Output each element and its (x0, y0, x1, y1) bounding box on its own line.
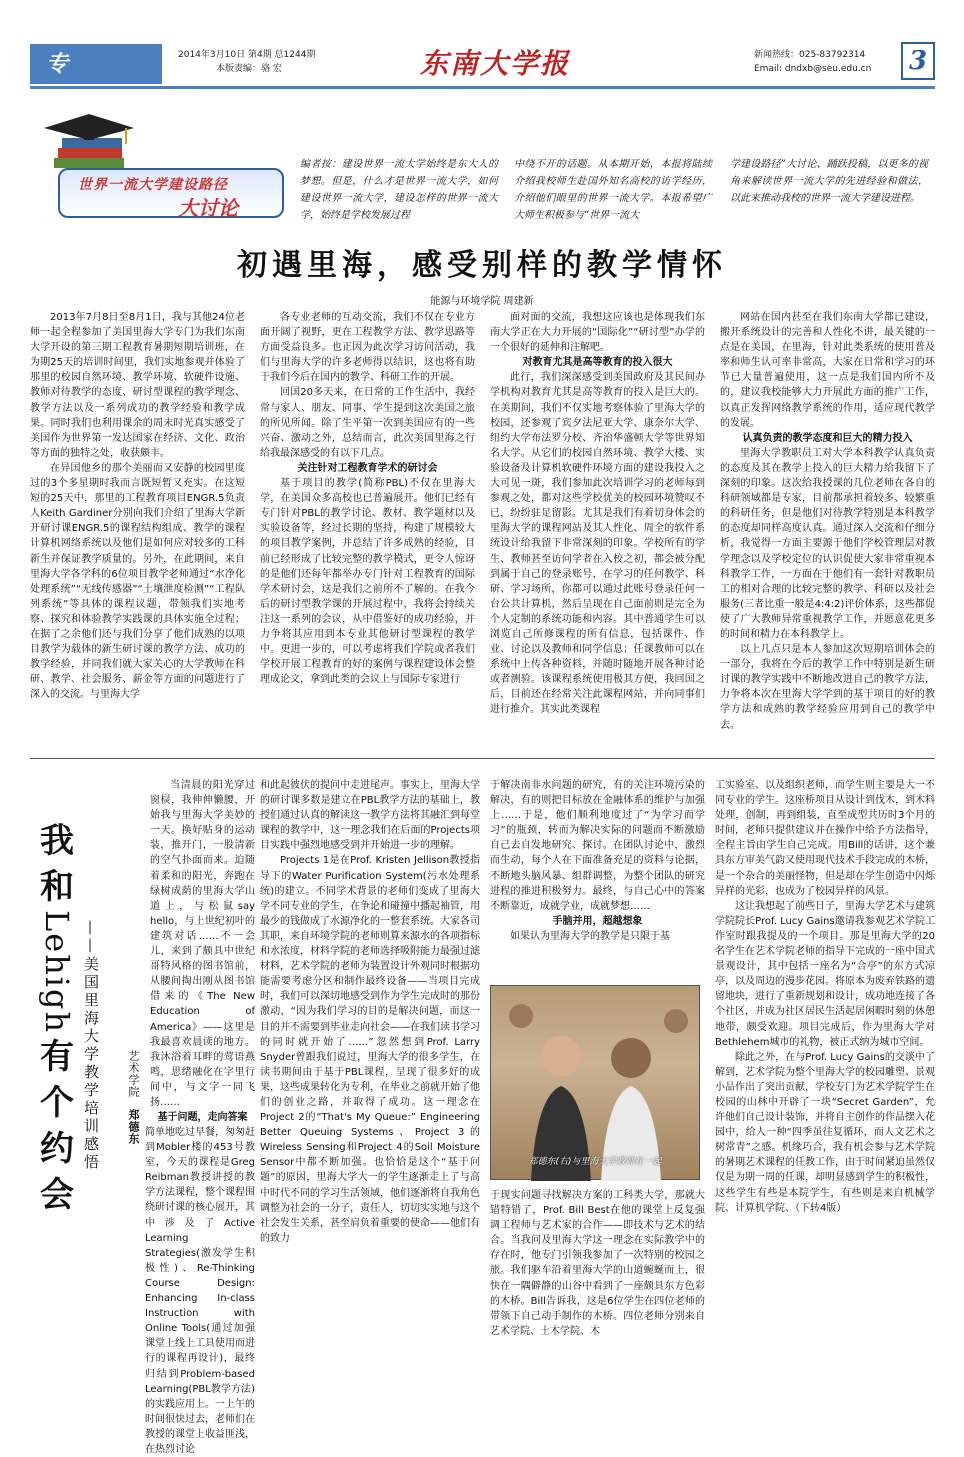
subheading: 基于问题，走向答案 (157, 1112, 248, 1124)
article2-col3a (490, 778, 705, 983)
article2-col4 (715, 778, 935, 1388)
issue-line: 2014年3月10日 第4期 总1244期 (178, 50, 316, 60)
article2-col1b (30, 1125, 255, 1455)
paragraph: 在异国他乡的那个美丽而又安静的校园里度过的3个多星期时我而言既短暂又充实。在这短短的25天中，那里的工程教育项目ENGR.5负责人Keith Gardiner分别向我们介绍了里海大学新开研讨课ENGR.5的课程结构组成、教学的课程计算机网络系统以及他们是如何应对较多的工科新生并保证教学质量的。另外，在此期间，来自里海大学各学科的6位项目教学老师通过“水净化处理系统”“无线传感器”“土壤泄度检测”“工程队列系统”等具体的课程议题，带领我们实地考察、探究和体验教学实践课的具体实施全过程；在据了之余他们还与我们分享了他们成熟的以项目教学为载体的新生研讨课的教学方法、成功的教学经验，并同我们就大家关心的大学教师在科研、教学、社会服务、薪金等方面的问题进行了深入的交流。与里海大学 (30, 462, 245, 701)
editor-note (300, 156, 935, 228)
paragraph: 工实验室、以及组织老师，而学生则主要是大一不同专业的学生。这座桥项目从设计到伐木，到木料处理，创制，再到组装，直至成型共历时3个月的时间，老师只提供建议并在操作中给予方法指导，全程主旨由学生自己完成。用Bill的话讲，这个兼具东方审美气韵又使用现代技术手段完成的木桥，是一个杂合的美丽怪物，但是却在学生创造中闪烁异样的光彩，也成为了校园异样的风景。 (715, 780, 935, 897)
article2-col2 (260, 778, 480, 1388)
paragraph: 和此起彼伏的提问中走进尾声。事实上，里海大学的研讨课多数是建立在PBL教学方法的基础上，教授们通过认真的解读这一教学方法将其融汇到每堂课程的教学中，这一理念我们在后面的Projects项目实践中强烈地感受到并开始进一步的理解。 (260, 780, 480, 852)
article1-byline: 能源与环境学院 周建新 (430, 296, 534, 307)
page-header (30, 42, 935, 117)
section-divider (30, 758, 935, 759)
paragraph: 基于项目的教学(简称PBL)不仅在里海大学，在美国众多高校也已普遍展开。他们已经有专门针对PBL的教学讨论、教材、教学题材以及实验设备等，经过长期的坚持，构建了规模较大的项目教学案例，并总结了许多成熟的经验，目前已经形成了比较完整的教学模式，更令人惊讶的是他们还每年都举办专门针对工程教育的国际学术研讨会，这是我们之前所不了解的。在我今后的研讨型教学课的开展过程中，我将会持续关注这一系列的会议，从中借鉴好的成功经验，并力争将其应用到本专业其他研讨型课程的教学中。更进一步的，可以考虑将我们学院或者我们学校开展工程教育的好的案例与课程建设体会整理成论文，拿到此类的会议上与国际专家进行 (260, 478, 475, 686)
contact-info (754, 48, 871, 76)
section-tag: 专 题 (30, 44, 162, 84)
article1-col1 (30, 310, 245, 702)
issue-info (178, 48, 315, 76)
editor-note-col1: 编者按：建设世界一流大学始终是东大人的梦想。但是，什么才是世界一流大学，如何建设世界一流大学，建设怎样的世界一流大学，始终是学校发展过程 (300, 159, 498, 221)
hotline: 新闻热线：025-83792314 (754, 50, 866, 60)
title-part-a: 我和 (40, 821, 74, 907)
page-number: 3 (901, 42, 935, 80)
title-latin: Lehigh (38, 910, 76, 1035)
paragraph: 简单地吃过早餐，匆匆赶到Mobler楼的453号教室，今天的课程是Greg Reibman教授讲授的教学方法课程，整个课程围绕研讨课的核心展开，其中涉及了Active Learning Strategies(激发学生积极性)、Re-Thinking Course Design: Enhancing In-class Instruction with Online Tools(通过加强课堂上线上工具使用而进行的课程再设计)，最终归结到Problem-based Learning(PBL教学方法)的实践应用上。一上午的时间很快过去，老师们在教授的课堂上收益匪浅，在热烈讨论 (145, 1127, 255, 1455)
people-photo-icon (491, 986, 701, 1181)
subheading: 认真负责的教学态度和巨大的精力投入 (742, 432, 913, 444)
article1-col2 (260, 310, 475, 687)
paragraph: 于现实问题寻找解决方案的工科类大学，那就大错特错了，Prof. Bill Best在他的课堂上反复强调工程师与艺术家的合作——即技术与艺术的结合。当我问及里海大学这一理念在实际教学中的存在时，他专门引领我参加了一次特别的校园之旅。我们驱车沿着里海大学的山道蜿蜒而上，很快在一隅僻静的山谷中看到了一座颇具东方色彩的木桥。Bill告诉我，这是6位学生在四位老师的带领下自己动手制作的木桥。四位老师分别来自艺术学院、土木学院、木 (490, 1190, 705, 1337)
paragraph: 2013年7月8日至8月1日，我与其他24位老师一起全程参加了美国里海大学专门为我们东南大学开设的第三期工程教育暑期短期培训班，在为期25天的培训时间里，我们实地参观并体验了那里的校园自然环境、教学环境、软硬件设施、教师对待教学的态度、研讨型课程的教学理念、教学方法以及一系列成功的教学经验和教学成果。同时我们也利用课余的周末时光真实感受了美国作为世界第一发达国家在经济、文化、政治等方面的独特之处，收获颇丰。 (30, 312, 245, 459)
paragraph: 网站在国内甚至在我们东南大学都已建设，搬开系统设计的完善和人性化不讲，最关键的一点是在美国，在里海，针对此类系统的使用普及率和师生认可率非常高，大家在日常和学习的环节已大量普遍使用，这一点是我们国内所不及的，建议我校能够大力开展此方面的推广工作，以真正发挥网络教学系统的作用，适应现代教学的发展。 (720, 312, 935, 429)
paragraph: 当清晨的阳光穿过窗棂，我伸伸懒腰，开始我与里海大学美妙的一天。换好贴身的运动装，推开门，一股清新的空气扑面而来。迫随着柔和的阳光，奔跑在绿树成荫的里海大学山道上，与松鼠say hello，与上世纪初叶的建筑对话……不一会儿，来到了颇具中世纪哥特风格的图书馆前，从腰间掏出刚从图书馆借来的《The New Education of America》——这里是我最喜欢晨读的地方。我沐浴着耳畔的莺语燕鸣，思绪融化在字里行间中，与文字一同飞扬…… (150, 780, 255, 1108)
article2-subtitle: ——美国里海大学教学培训感悟 (82, 920, 100, 1172)
paragraph: 以上几点只是本人参加这次短期培训体会的一部分，我将在今后的教学工作中特别是新生研讨课的教学实践中不断地改进自己的教学方法，力争将本次在里海大学学到的基于项目的好的教学方法和成熟的教学经验应用到自己的教学中去。 (720, 644, 935, 731)
paragraph: 如果认为里海大学的教学是只限于基 (510, 930, 670, 942)
author-school: 艺术学院 (127, 1050, 140, 1098)
banner-line2: 大讨论 (178, 196, 238, 220)
article2-col3b (490, 1188, 705, 1388)
email: Email: dndxb@seu.edu.cn (754, 64, 872, 74)
topic-banner (30, 110, 285, 222)
article2-photo (490, 985, 700, 1180)
editor-note-col2: 中绕不开的话题。从本期开始，本报将陆续介绍我校师生赴国外知名高校的访学经历，介绍他们眼里的世界一流大学。本报希望广大师生积极参与“世界一流大 (514, 159, 712, 221)
article1-col3 (490, 310, 705, 718)
paragraph: 里海大学教职员工对大学本科教学认真负责的态度及其在教学上投入的巨大精力给我留下了深刻的印象。这次给我授课的几位老师在各自的科研领域都是专家，目前都承担着较多、较繁重的科研任务，但是他们对待教学特别是本科教学的态度却同样高度认真。通过深入交流和仔细分析，我觉得一方面主要源于他们学校管理层对教学理念以及学校定位的认识促使大家非常重视本科教学工作，一方面在于他们有一套针对教职员工的相对合理的比较完整的教学、科研以及社会服务(三者比重一般是4:4:2)评价体系，这些都促使了广大教师异常重视教学工作，并愿意花更多的时间和精力在本科教学上。 (720, 447, 935, 640)
paragraph: Projects 1是在Prof. Kristen Jellison教授指导下的Water Purification System(污水处理系统)的建立。不同学术背景的老师们变成了里海大学不同专业的学生，在争论和碰撞中播起袖管，用最少的钱做成了水源净化的一整套系统。大家各司其职，来自环境学院的老师则算来源水的各项指标和水浓度，材料学院的老师选择吸附能力最强过滤材料，艺术学院的老师为装置设计外观同时根据功能需要考虑分区和制作最终设备——当项目完成时，我们可以深切地感受到作为学生完成时的那份激动，“因为我们学习的目的是解决问题，而这一目的并不需要到毕业走向社会——在我们读书学习的同时就开始了……”忽然想到Prof. Larry Snyder曾跟我们说过，里海大学的很多学生，在读书期间由于基于PBL课程，呈现了很多好的成果，这些成果转化为专利，在毕业之前就开始了他们的创业之路，并取得了成功。这一理念在Project 2的“That's My Queue:” Engineering Better Queuing Systems、Project 3的Wireless Sensing和Project 4的Soil Moisture Sensor中都不断加强。也恰恰是这个“基于问题”的原因，里海大学大一的学生逐渐走上了与高中时代不同的学习生活领域，他们逐渐将自我角色调整为社会的一分子，责任人，切切实实地与这个社会发生关系，甚至肩负着重要的使命——他们有的致力 (260, 855, 480, 1244)
editor-note-col3: 学建设路径”大讨论、踊跃投稿，以更多的视角来解读世界一流大学的先进经验和做法，以此来推动我校的世界一流大学建设进程。 (730, 159, 928, 204)
paragraph: 于解决南非水问题的研究，有的关注环境污染的解决，有的则把目标放在金融体系的维护与加强上……于是，他们顺利地度过了“为学习而学习”的瓶颈，转而为解决实际的问题而不断激励自己去自发地研究、探讨。在团队讨论中，激烈而生动，每个人在下面准备充足的资料与论据，不断地头脑风暴、组群调整，为整个团队的研究进程的推进积极努力。最终，与自己心中的答案不断靠近，成就学业，成就梦想…… (490, 780, 705, 912)
paragraph: 除此之外，在与Prof. Lucy Gains的交谈中了解到，艺术学院为整个里海大学的校园雕塑、景观小品作出了突出贡献，学校专门为艺术学院学生在校园的山林中开辟了一块“Secret Garden”，允许他们自己设计装饰，并将自主创作的作品摆入花园中，给人一种“四季虽往复循环，而人文艺术之树常青”之感。机缘巧合，我有机会参与艺术学院的暑期艺术课程的任教工作，由于时间紧迫虽然仅仅是为期一周的任课，却明显感到学生的积极性，这些学生有些是本院学生，有些则是来自机械学院、计算机学院、（下转4版） (715, 1051, 935, 1214)
title-part-b: 有个约会 (40, 1037, 74, 1216)
masthead-logo: 东南大学报 (420, 47, 571, 80)
paragraph: 此行，我们深深感受到美国政府及其民间办学机构对教育尤其是高等教育的投入是巨大的。在美期间，我们不仅实地考察体验了里海大学的校园，还参观了宾夕法尼亚大学、康奈尔大学、纽约大学布法罗分校、齐治华盛顿大学等世界知名大学。从它们的校园自然环境、教学大楼、实验设备及计算机软硬件环境方面的建设我投入之大可见一斑，我们参加此次培训学习的老师每到参观之处，都对这些学校优美的校园环境赞叹不已，纷纷驻足留影。尤其是我们有着切身体会的里海大学的课程网站及其人性化、周全的软件系统设计给我留下非常深刻的印象。学校所有的学生、教师甚至访问学者在入校之初，都会被分配到属于自己的登录账号，在学习的任何教学、科研、学习场所，你都可以通过此账号登录任何一台公共计算机，然后呈现在自己面前则是完全为个人定制的系统功能和内容。其中普通学生可以浏览自己所修课程的所有信息，包括课件、作业、讨论以及教师和同学信息；任课教师可以在系统中上传各种资料，并随时随地开展各种讨论或者测验。该课程系统使用极其方便，我回国之后，目前还在经常关注此课程网站，并向同事们进行推介。其实此类课程 (490, 372, 705, 716)
subheading: 关注针对工程教育学术的研讨会 (297, 462, 438, 474)
author-name: 郑德东 (127, 1108, 140, 1145)
article1-col4 (720, 310, 935, 733)
header-rule (30, 86, 935, 89)
paragraph: 回国20多天来，在日常的工作生活中，我经常与家人、朋友、同事、学生提到这次美国之旅的所见所闻。除了生平第一次到美国应有的一些兴奋、激动之外，总结而言，此次美国里海之行给我最深感受的有以下几点。 (260, 387, 475, 459)
subheading: 手脑并用，超越想象 (552, 915, 643, 927)
banner-line1: 世界一流大学建设路径 (78, 177, 228, 193)
paragraph: 各专业老师的互动交流，我们不仅在专业方面开阔了视野，更在工程教学方法、教学思路等方面受益良多。也正因为此次学习访问活动，我们与里海大学的许多老师得以结识，这也将有助于我们今后在国内的教学、科研工作的开展。 (260, 312, 475, 384)
article1-body (30, 310, 935, 752)
paragraph: 面对面的交流，我想这应该也是体现我们东南大学正在大力开展的“国际化”“研讨型”办学的一个很好的延伸和注解吧。 (490, 312, 705, 354)
editor-line: 本版责编：骆 宏 (216, 64, 282, 74)
subheading: 对教育尤其是高等教育的投入很大 (522, 357, 673, 369)
photo-caption: 郑德东(右)与里海大学教师在一起 (528, 1157, 662, 1167)
article1-title: 初遇里海，感受别样的教学情怀 (237, 248, 727, 283)
paragraph: 这让我想起了前些日子，里海大学艺术与建筑学院院长Prof. Lucy Gains邀请我参观艺术学院工作室时跟我提及的一个项目。那是里海大学的20名学生在艺术学院老师的指导下完成的一座中国式景观设计，其中包括一座名为“合亭”的东方式凉亭，以及周边的漫步花园。将原本为废弃铁路的遗留地块，进行了重新规划和设计，成功地连接了各个社区，并成为社区居民生活起居闲暇时刻的休憩地带，颇受欢迎。项目完成后，作为里海大学对Bethlehem城市的礼物，被正式纳为城市空间。 (715, 900, 935, 1048)
